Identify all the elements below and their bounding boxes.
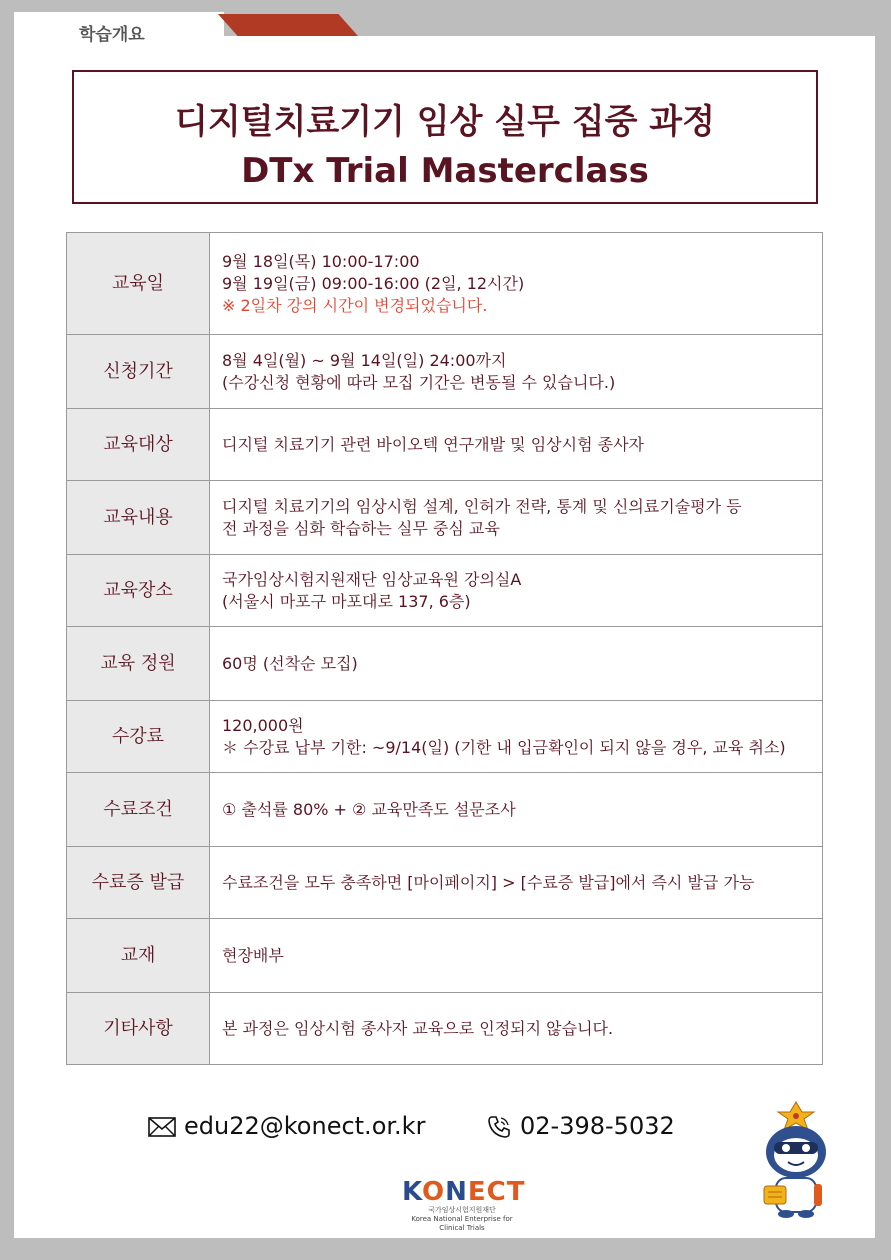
phone-icon bbox=[486, 1114, 512, 1140]
row-value-line: 8월 4일(월) ~ 9월 14일(일) 24:00까지 bbox=[222, 350, 507, 370]
phone-contact[interactable] bbox=[486, 1112, 675, 1140]
row-value-line: 현장배부 bbox=[222, 945, 284, 965]
schedule-change-note: ※ 2일차 강의 시간이 변경되었습니다. bbox=[222, 295, 488, 315]
row-label: 기타사항 bbox=[67, 993, 210, 1065]
row-value-line: (수강신청 현황에 따라 모집 기간은 변동될 수 있습니다.) bbox=[222, 372, 616, 392]
row-value bbox=[210, 233, 823, 335]
row-value bbox=[210, 919, 823, 993]
row-label: 교육대상 bbox=[67, 409, 210, 481]
row-value bbox=[210, 627, 823, 701]
row-value-line: 60명 (선착순 모집) bbox=[222, 653, 358, 673]
row-label: 수강료 bbox=[67, 701, 210, 773]
info-row bbox=[67, 481, 823, 555]
row-value bbox=[210, 847, 823, 919]
tab-accent-shape bbox=[218, 14, 358, 36]
row-value-line: 9월 19일(금) 09:00-16:00 (2일, 12시간) bbox=[222, 273, 525, 293]
email-address: edu22@konect.or.kr bbox=[184, 1112, 426, 1140]
mascot-character-illustration bbox=[756, 1100, 836, 1220]
row-value bbox=[210, 701, 823, 773]
title-box bbox=[72, 70, 818, 204]
info-row bbox=[67, 233, 823, 335]
section-tab-label: 학습개요 bbox=[79, 25, 145, 45]
konect-logo: KONECT 국가임상시험지원재단 Korea National Enterprise for Clinical Trials bbox=[402, 1177, 526, 1232]
row-value bbox=[210, 409, 823, 481]
row-value-line: 120,000원 bbox=[222, 715, 304, 735]
email-contact[interactable] bbox=[148, 1112, 425, 1140]
row-value bbox=[210, 481, 823, 555]
row-value-line: 전 과정을 심화 학습하는 실무 중심 교육 bbox=[222, 518, 500, 538]
info-row bbox=[67, 919, 823, 993]
row-label: 신청기간 bbox=[67, 335, 210, 409]
phone-number: 02-398-5032 bbox=[520, 1112, 675, 1140]
info-row bbox=[67, 993, 823, 1065]
row-label: 교재 bbox=[67, 919, 210, 993]
row-value-line: 디지털 치료기기 관련 바이오텍 연구개발 및 임상시험 종사자 bbox=[222, 434, 645, 454]
row-label: 수료증 발급 bbox=[67, 847, 210, 919]
info-row bbox=[67, 701, 823, 773]
row-label: 수료조건 bbox=[67, 773, 210, 847]
info-row bbox=[67, 555, 823, 627]
row-value bbox=[210, 773, 823, 847]
row-label: 교육 정원 bbox=[67, 627, 210, 701]
row-label: 교육일 bbox=[67, 233, 210, 335]
row-value-line: 본 과정은 임상시험 종사자 교육으로 인정되지 않습니다. bbox=[222, 1018, 614, 1038]
course-info-table bbox=[66, 232, 823, 1065]
info-row bbox=[67, 627, 823, 701]
info-row bbox=[67, 773, 823, 847]
row-value bbox=[210, 555, 823, 627]
row-label: 교육내용 bbox=[67, 481, 210, 555]
envelope-icon bbox=[148, 1117, 176, 1137]
info-row bbox=[67, 847, 823, 919]
info-row bbox=[67, 335, 823, 409]
row-label: 교육장소 bbox=[67, 555, 210, 627]
course-title-korean: 디지털치료기기 임상 실무 집중 과정 bbox=[174, 102, 715, 142]
row-value-line: (서울시 마포구 마포대로 137, 6층) bbox=[222, 591, 471, 611]
row-value-line: 9월 18일(목) 10:00-17:00 bbox=[222, 251, 420, 271]
row-value-line: 수료조건을 모두 충족하면 [마이페이지] > [수료증 발급]에서 즉시 발급 가능 bbox=[222, 872, 755, 892]
row-value-line: 디지털 치료기기의 임상시험 설계, 인허가 전략, 통계 및 신의료기술평가 등 bbox=[222, 496, 742, 516]
course-title-english: DTx Trial Masterclass bbox=[241, 151, 649, 191]
row-value bbox=[210, 993, 823, 1065]
info-row bbox=[67, 409, 823, 481]
row-value-line: ＊ 수강료 납부 기한: ~9/14(일) (기한 내 입금확인이 되지 않을 경우, 교육 취소) bbox=[222, 737, 786, 757]
row-value-line: 국가임상시험지원재단 임상교육원 강의실A bbox=[222, 569, 522, 589]
row-value bbox=[210, 335, 823, 409]
row-value-line: ① 출석률 80% + ② 교육만족도 설문조사 bbox=[222, 799, 516, 819]
